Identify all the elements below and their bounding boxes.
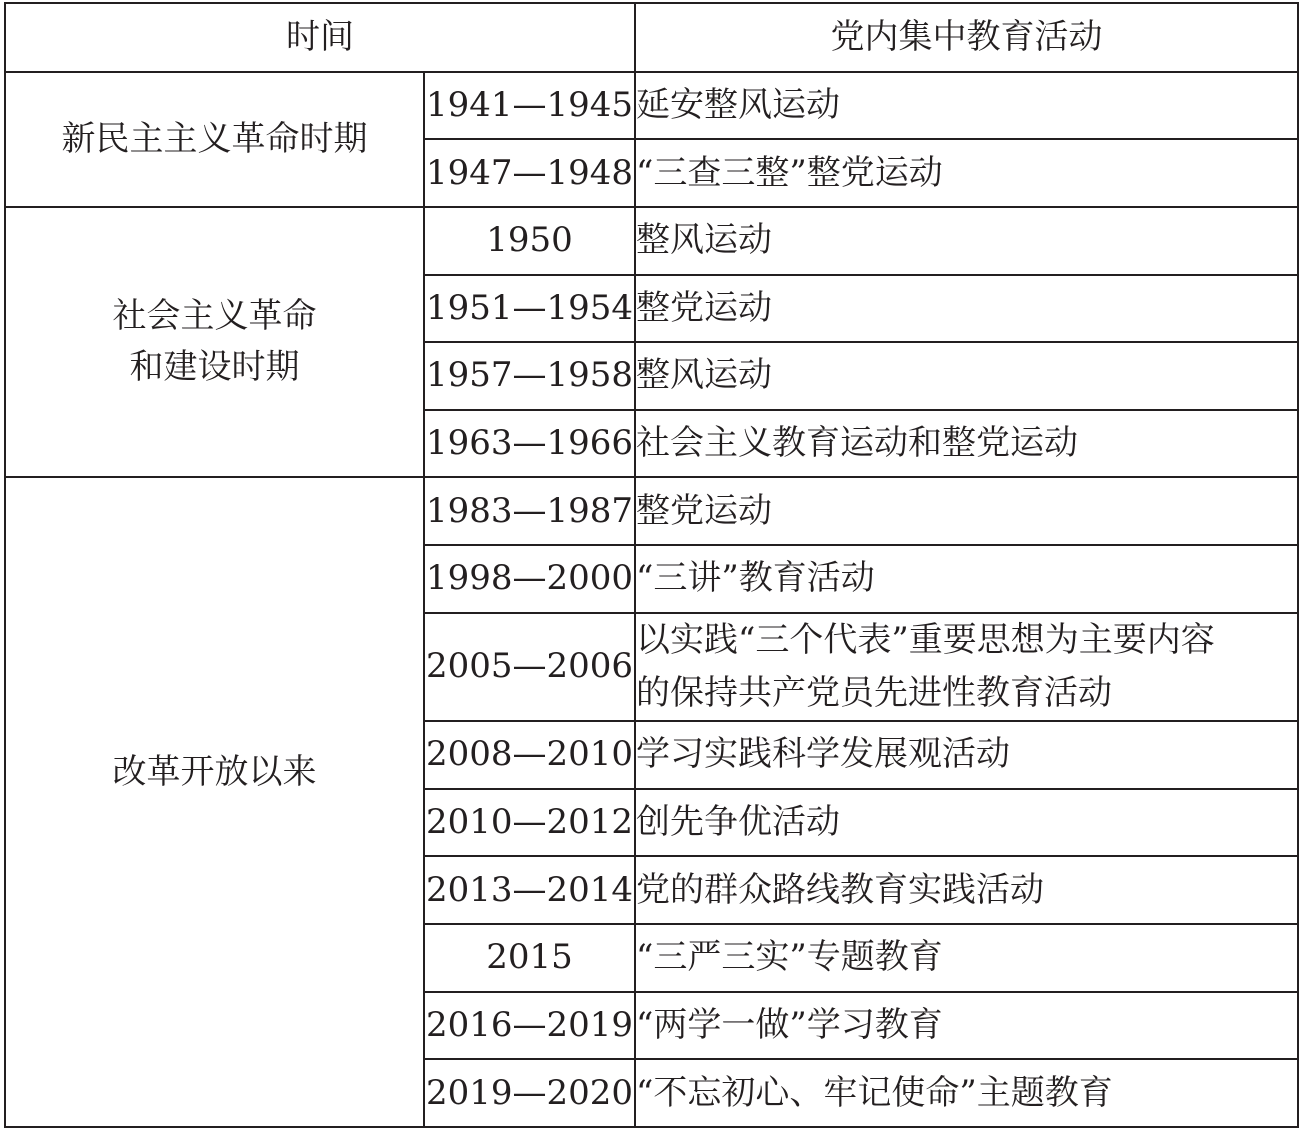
year-cell: 2019—2020 xyxy=(424,1059,635,1127)
year-cell: 1951—1954 xyxy=(424,275,635,343)
year-cell: 2016—2019 xyxy=(424,992,635,1060)
year-cell: 2008—2010 xyxy=(424,721,635,789)
activity-cell: 整党运动 xyxy=(635,477,1298,545)
table-row xyxy=(5,207,1298,275)
activity-line1: 以实践“三个代表”重要思想为主要内容 xyxy=(636,620,1215,661)
activity-cell: “三查三整”整党运动 xyxy=(635,139,1298,207)
year-cell: 2010—2012 xyxy=(424,789,635,857)
activity-line2: 的保持共产党员先进性教育活动 xyxy=(636,672,1112,713)
period-name-line2: 和建设时期 xyxy=(129,347,300,388)
year-cell: 1963—1966 xyxy=(424,410,635,478)
year-cell: 2013—2014 xyxy=(424,856,635,924)
activity-cell: “三严三实”专题教育 xyxy=(635,924,1298,992)
year-cell: 1998—2000 xyxy=(424,545,635,613)
year-cell: 1983—1987 xyxy=(424,477,635,545)
activity-cell: 党的群众路线教育实践活动 xyxy=(635,856,1298,924)
activity-cell xyxy=(635,613,1298,721)
activity-cell: 整风运动 xyxy=(635,207,1298,275)
activity-cell: 社会主义教育运动和整党运动 xyxy=(635,410,1298,478)
period-socialist-revolution xyxy=(5,207,424,478)
activity-cell: “两学一做”学习教育 xyxy=(635,992,1298,1060)
activity-cell: “不忘初心、牢记使命”主题教育 xyxy=(635,1059,1298,1127)
activity-cell: 创先争优活动 xyxy=(635,789,1298,857)
period-name-line1: 社会主义革命 xyxy=(112,296,317,337)
table-header-row xyxy=(5,3,1298,72)
header-activity: 党内集中教育活动 xyxy=(635,3,1298,72)
period-reform-opening xyxy=(5,477,424,1127)
year-cell: 1950 xyxy=(424,207,635,275)
header-time: 时间 xyxy=(5,3,635,72)
table-row xyxy=(5,72,1298,140)
period-new-democratic: 新民主主义革命时期 xyxy=(5,72,424,207)
year-cell: 2015 xyxy=(424,924,635,992)
activity-cell: 学习实践科学发展观活动 xyxy=(635,721,1298,789)
activity-cell: 延安整风运动 xyxy=(635,72,1298,140)
activity-cell: “三讲”教育活动 xyxy=(635,545,1298,613)
year-cell: 1957—1958 xyxy=(424,342,635,410)
year-cell: 1941—1945 xyxy=(424,72,635,140)
activity-cell: 整风运动 xyxy=(635,342,1298,410)
table-row xyxy=(5,477,1298,545)
period-name: 改革开放以来 xyxy=(112,751,317,792)
education-activities-table xyxy=(4,2,1299,1128)
year-cell: 1947—1948 xyxy=(424,139,635,207)
year-cell: 2005—2006 xyxy=(424,613,635,721)
activity-cell: 整党运动 xyxy=(635,275,1298,343)
